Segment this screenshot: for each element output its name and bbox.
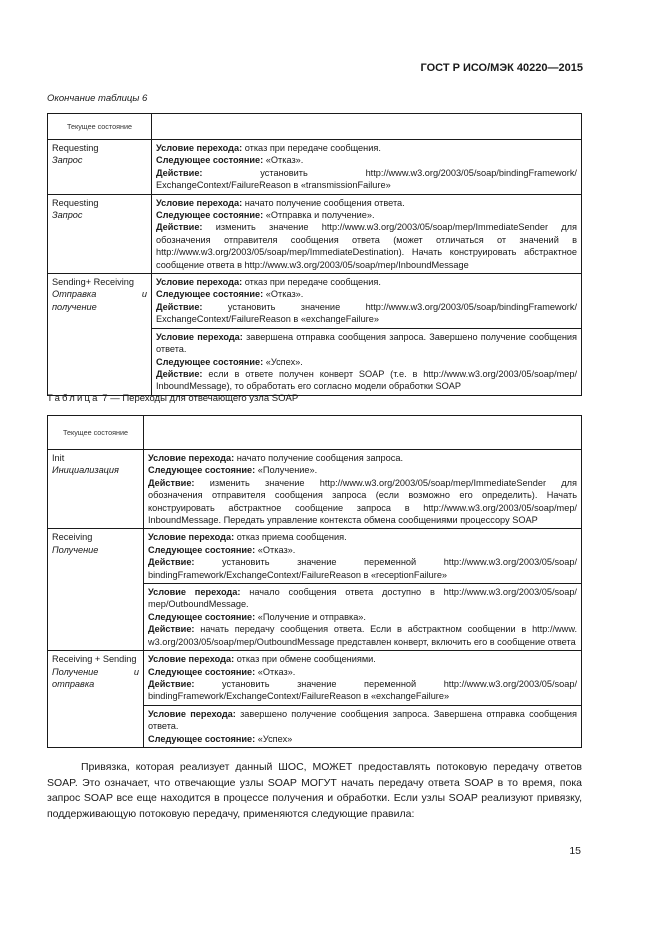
state-cell <box>48 140 152 195</box>
next-state-line <box>148 464 577 476</box>
action-line <box>148 678 577 703</box>
next-state-line <box>156 209 577 221</box>
next-state-line <box>148 611 577 623</box>
table7-caption-rest: 7 — Переходы для отвечающего узла SOAP <box>99 393 299 404</box>
condition-text: завершено получение сообщения запроса. Завершена отправка сообщения ответа. <box>148 708 577 732</box>
action-text: если в ответе получен конверт SOAP (т.е. в http://www.w3.org/2003/05/soap/mep/ InboundMessage), то обработать его согласно модели обработки SOAP <box>156 368 577 392</box>
next-state-label: Следующее состояние: <box>156 356 264 367</box>
state-cell <box>48 529 144 651</box>
next-state-label: Следующее состояние: <box>148 611 256 622</box>
transition-cell <box>144 705 582 747</box>
condition-label: Условие перехода: <box>156 277 243 288</box>
condition-text: начало сообщения ответа доступно в http://www.w3.org/2003/05/soap/ mep/OutboundMessage. <box>148 587 577 610</box>
table-row <box>48 529 582 584</box>
next-state-label: Следующее состояние: <box>148 544 256 555</box>
document-id: ГОСТ Р ИСО/МЭК 40220—2015 <box>420 62 583 74</box>
condition-label: Условие перехода: <box>156 143 243 153</box>
table7-caption <box>47 393 298 404</box>
state-name-en: Sending+ Receiving <box>52 277 134 288</box>
condition-label: Условие перехода: <box>148 453 235 463</box>
state-name-ru: Отправка и получение <box>52 289 147 312</box>
action-text: установить значение переменной http://www.w3.org/2003/05/soap/ bindingFramework/ExchangeContext/FailureReason в «receptionFailure» <box>148 557 577 580</box>
action-line <box>148 477 577 527</box>
action-text: установить http://www.w3.org/2003/05/soap/bindingFramework/ ExchangeContext/FailureReason в «transmissionFailure» <box>156 167 577 191</box>
state-name-en: Requesting <box>52 197 99 208</box>
next-state-label: Следующее состояние: <box>148 733 256 744</box>
condition-line <box>148 452 577 464</box>
state-cell <box>48 274 152 396</box>
action-text: установить значение переменной http://www.w3.org/2003/05/soap/ bindingFramework/ExchangeContext/FailureReason в «exchangeFailure» <box>148 678 577 702</box>
condition-text: отказ при обмене сообщениями. <box>234 654 376 665</box>
action-text: изменить значение http://www.w3.org/2003/05/soap/mep/ImmediateSender для обозначения отправителя сообщения ответа (может отличаться от значений в http://www.w3.org/2003/05/soap/mep/ImmediateDestination). Начать конструировать абстрактное сообщение ответа в http://www.w3.org/2003/05/soap/mep/InboundMessage <box>156 222 577 270</box>
next-state-line <box>156 288 577 300</box>
next-state-label: Следующее состояние: <box>156 210 264 221</box>
next-state-label: Следующее состояние: <box>156 155 264 166</box>
condition-line <box>156 276 577 288</box>
next-state-line <box>148 544 577 556</box>
state-cell <box>48 194 152 273</box>
action-text: установить значение http://www.w3.org/2003/05/soap/bindingFramework/ ExchangeContext/FailureReason в «exchangeFailure» <box>156 301 577 325</box>
table-row <box>48 194 582 273</box>
next-state-text: «Отказ». <box>263 289 304 300</box>
condition-line <box>148 586 577 611</box>
next-state-text: «Отправка и получение». <box>263 210 375 221</box>
next-state-text: «Успех». <box>263 356 303 367</box>
condition-label: Условие перехода: <box>156 331 243 342</box>
table-row <box>48 140 582 195</box>
state-name-en: Receiving + Sending <box>52 654 137 665</box>
next-state-text: «Отказ». <box>263 155 304 166</box>
transition-cell <box>152 274 582 329</box>
condition-text: отказ приема сообщения. <box>234 532 347 543</box>
page-number: 15 <box>569 845 581 857</box>
action-text: изменить значение http://www.w3.org/2003/05/soap/mep/ImmediateSender для обозначения отправителя сообщения запроса (если возможно его определить). Начать конструировать абстрактное сообщение запроса в http://www.w3.org/2003/05/soap/mep/ InboundMessage. Передать управление контекста обмена сообщениями процессору SOAP <box>148 477 577 526</box>
header-current-state: Текущее состояние <box>48 416 144 450</box>
action-label: Действие: <box>156 301 203 312</box>
header-transition <box>144 416 582 450</box>
table-6 <box>47 113 582 396</box>
transition-cell <box>144 529 582 584</box>
table-7 <box>47 415 582 748</box>
next-state-text: «Получение». <box>255 465 318 476</box>
state-cell <box>48 651 144 748</box>
condition-text: начато получение сообщения ответа. <box>242 197 405 208</box>
state-name-ru: Инициализация <box>52 465 119 476</box>
table-header-row <box>48 416 582 450</box>
action-label: Действие: <box>156 368 203 379</box>
transition-cell <box>144 584 582 651</box>
action-line <box>156 167 577 192</box>
next-state-line <box>148 666 577 678</box>
condition-text: отказ при передаче сообщения. <box>242 277 381 288</box>
next-state-label: Следующее состояние: <box>156 289 264 300</box>
table7-caption-prefix: Таблица <box>47 393 100 404</box>
state-name-ru: Запрос <box>52 155 83 166</box>
table-row <box>48 651 582 706</box>
state-name-ru: Запрос <box>52 210 83 221</box>
condition-label: Условие перехода: <box>148 532 235 543</box>
condition-label: Условие перехода: <box>148 654 235 665</box>
state-name-ru: Получение <box>52 544 99 555</box>
condition-text: отказ при передаче сообщения. <box>242 143 381 153</box>
condition-label: Условие перехода: <box>156 197 243 208</box>
condition-label: Условие перехода: <box>148 587 241 598</box>
transition-cell <box>144 450 582 529</box>
next-state-label: Следующее состояние: <box>148 666 256 677</box>
table-row <box>48 274 582 329</box>
transition-cell <box>152 328 582 395</box>
action-label: Действие: <box>156 222 203 233</box>
condition-line <box>156 142 577 154</box>
next-state-line <box>156 356 577 368</box>
table-header-row <box>48 114 582 140</box>
next-state-line <box>156 154 577 166</box>
table6-caption: Окончание таблицы 6 <box>47 93 148 104</box>
action-line <box>156 368 577 393</box>
action-line <box>148 623 577 648</box>
transition-cell <box>152 194 582 273</box>
next-state-label: Следующее состояние: <box>148 465 256 476</box>
condition-line <box>148 708 577 733</box>
condition-line <box>156 331 577 356</box>
transition-cell <box>152 140 582 195</box>
condition-line <box>148 653 577 665</box>
action-label: Действие: <box>156 167 203 178</box>
next-state-text: «Отказ». <box>255 666 296 677</box>
transition-cell <box>144 651 582 706</box>
header-current-state: Текущее состояние <box>48 114 152 140</box>
next-state-text: «Успех» <box>255 733 293 744</box>
condition-text: завершена отправка сообщения запроса. Завершено получение сообщения ответа. <box>156 331 577 355</box>
action-line <box>156 301 577 326</box>
state-name-en: Init <box>52 453 65 463</box>
condition-text: начато получение сообщения запроса. <box>234 453 404 463</box>
condition-line <box>148 531 577 543</box>
action-line <box>156 221 577 271</box>
action-label: Действие: <box>148 557 195 568</box>
condition-label: Условие перехода: <box>148 708 236 719</box>
state-name-en: Requesting <box>52 143 99 153</box>
state-name-en: Receiving <box>52 532 93 543</box>
body-paragraph: Привязка, которая реализует данный ШОС, МОЖЕТ предоставлять потоковую передачу ответов SOAP. Это означает, что отвечающие узлы SOAP МОГУТ начать передачу ответа SOAP в то время, пока запрос SOAP все еще находится в процессе получения и обработки. Если узлы SOAP реализуют привязку, поддерживающую потоковую передачу, применяются следующие правила: <box>47 761 582 820</box>
state-cell <box>48 450 144 529</box>
next-state-line <box>148 733 577 745</box>
header-transition <box>152 114 582 140</box>
next-state-text: «Получение и отправка». <box>255 611 366 622</box>
condition-line <box>156 197 577 209</box>
action-label: Действие: <box>148 477 195 488</box>
next-state-text: «Отказ». <box>255 544 296 555</box>
table-row <box>48 450 582 529</box>
action-text: начать передачу сообщения ответа. Если в абстрактном сообщении в http://www. w3.org/2003/05/soap/mep/OutboundMessage представлен конверт, включить его в сообщение ответа <box>148 624 577 647</box>
action-line <box>148 556 577 581</box>
action-label: Действие: <box>148 624 195 635</box>
action-label: Действие: <box>148 678 195 689</box>
state-name-ru: Получение и отправка <box>52 666 139 689</box>
